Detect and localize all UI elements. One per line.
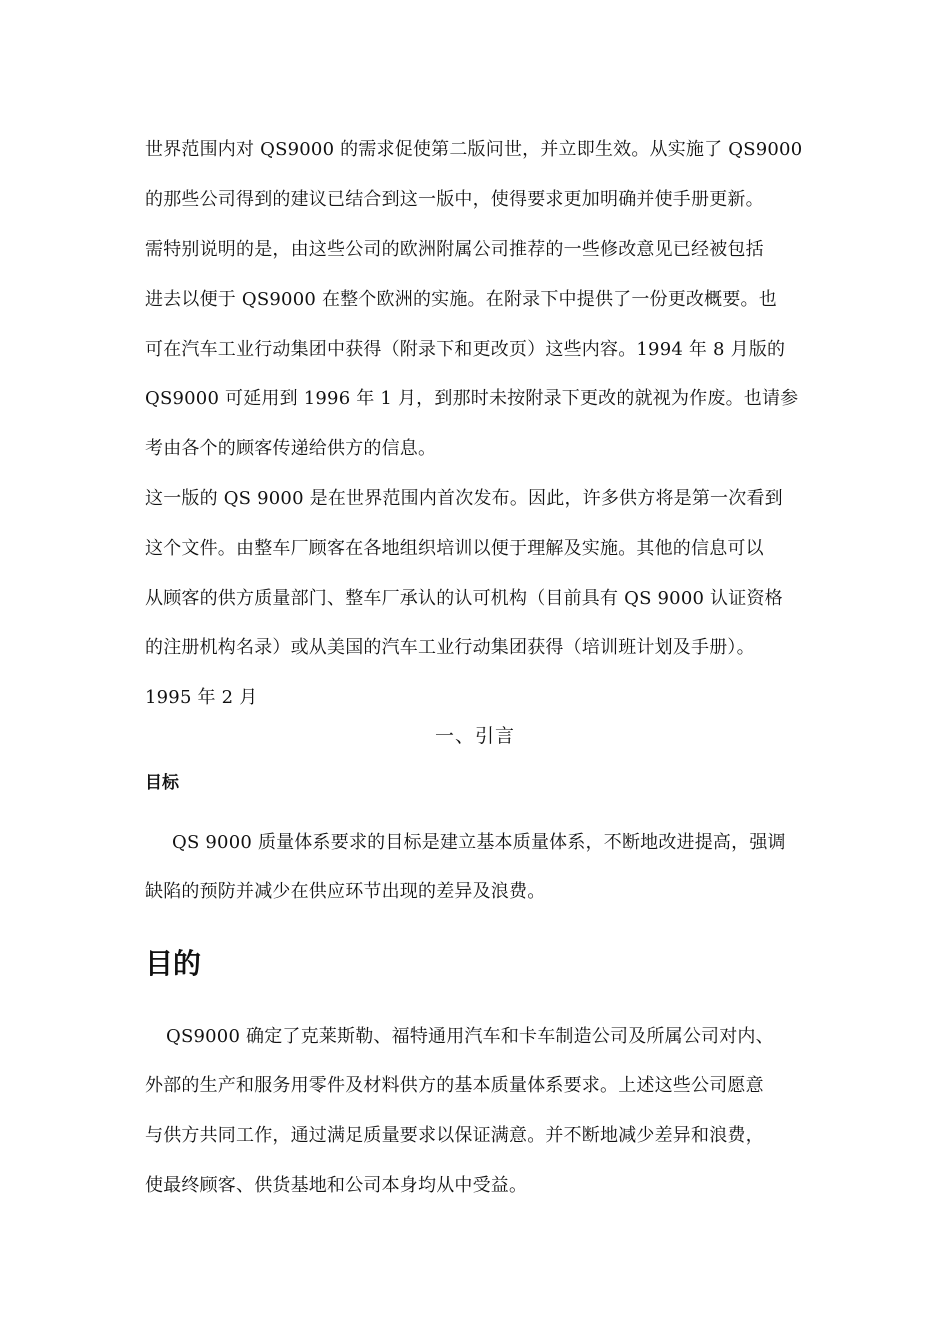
goal-para-line: 缺陷的预防并减少在供应环节出现的差异及浪费。	[145, 881, 546, 902]
purpose-para-line: 外部的生产和服务用零件及材料供方的基本质量体系要求。上述这些公司愿意	[145, 1075, 764, 1096]
para2-line: 这个文件。由整车厂顾客在各地组织培训以便于理解及实施。其他的信息可以	[145, 538, 764, 559]
para1-line: 考由各个的顾客传递给供方的信息。	[145, 438, 437, 459]
para1-line: QS9000 可延用到 1996 年 1 月，到那时未按附录下更改的就视为作废。也请参	[145, 388, 799, 409]
para2-line: 从顾客的供方质量部门、整车厂承认的认可机构（目前具有 QS 9000 认证资格	[145, 588, 783, 609]
para1-line: 世界范围内对 QS9000 的需求促使第二版问世，并立即生效。从实施了 QS9000	[145, 139, 803, 160]
section-title: 一、引言	[434, 725, 515, 747]
para2-line: 的注册机构名录）或从美国的汽车工业行动集团获得（培训班计划及手册）。	[145, 637, 755, 658]
purpose-para-line: 使最终顾客、供货基地和公司本身均从中受益。	[145, 1175, 528, 1196]
goal-para-line: QS 9000 质量体系要求的目标是建立基本质量体系，不断地改进提高，强调	[172, 832, 786, 853]
para1-line: 进去以便于 QS9000 在整个欧洲的实施。在附录下中提供了一份更改概要。也	[145, 289, 777, 310]
goal-heading: 目标	[145, 773, 179, 793]
para1-line: 的那些公司得到的建议已结合到这一版中，使得要求更加明确并使手册更新。	[145, 189, 764, 210]
purpose-heading: 目的	[145, 947, 202, 980]
para2-line: 这一版的 QS 9000 是在世界范围内首次发布。因此，许多供方将是第一次看到	[145, 488, 783, 509]
purpose-para-line: QS9000 确定了克莱斯勒、福特通用汽车和卡车制造公司及所属公司对内、	[166, 1026, 774, 1047]
para1-line: 可在汽车工业行动集团中获得（附录下和更改页）这些内容。1994 年 8 月版的	[145, 339, 786, 360]
purpose-para-line: 与供方共同工作，通过满足质量要求以保证满意。并不断地减少差异和浪费，	[145, 1125, 764, 1146]
para1-line: 需特别说明的是，由这些公司的欧洲附属公司推荐的一些修改意见已经被包括	[145, 239, 764, 260]
date-line: 1995 年 2 月	[145, 687, 258, 708]
